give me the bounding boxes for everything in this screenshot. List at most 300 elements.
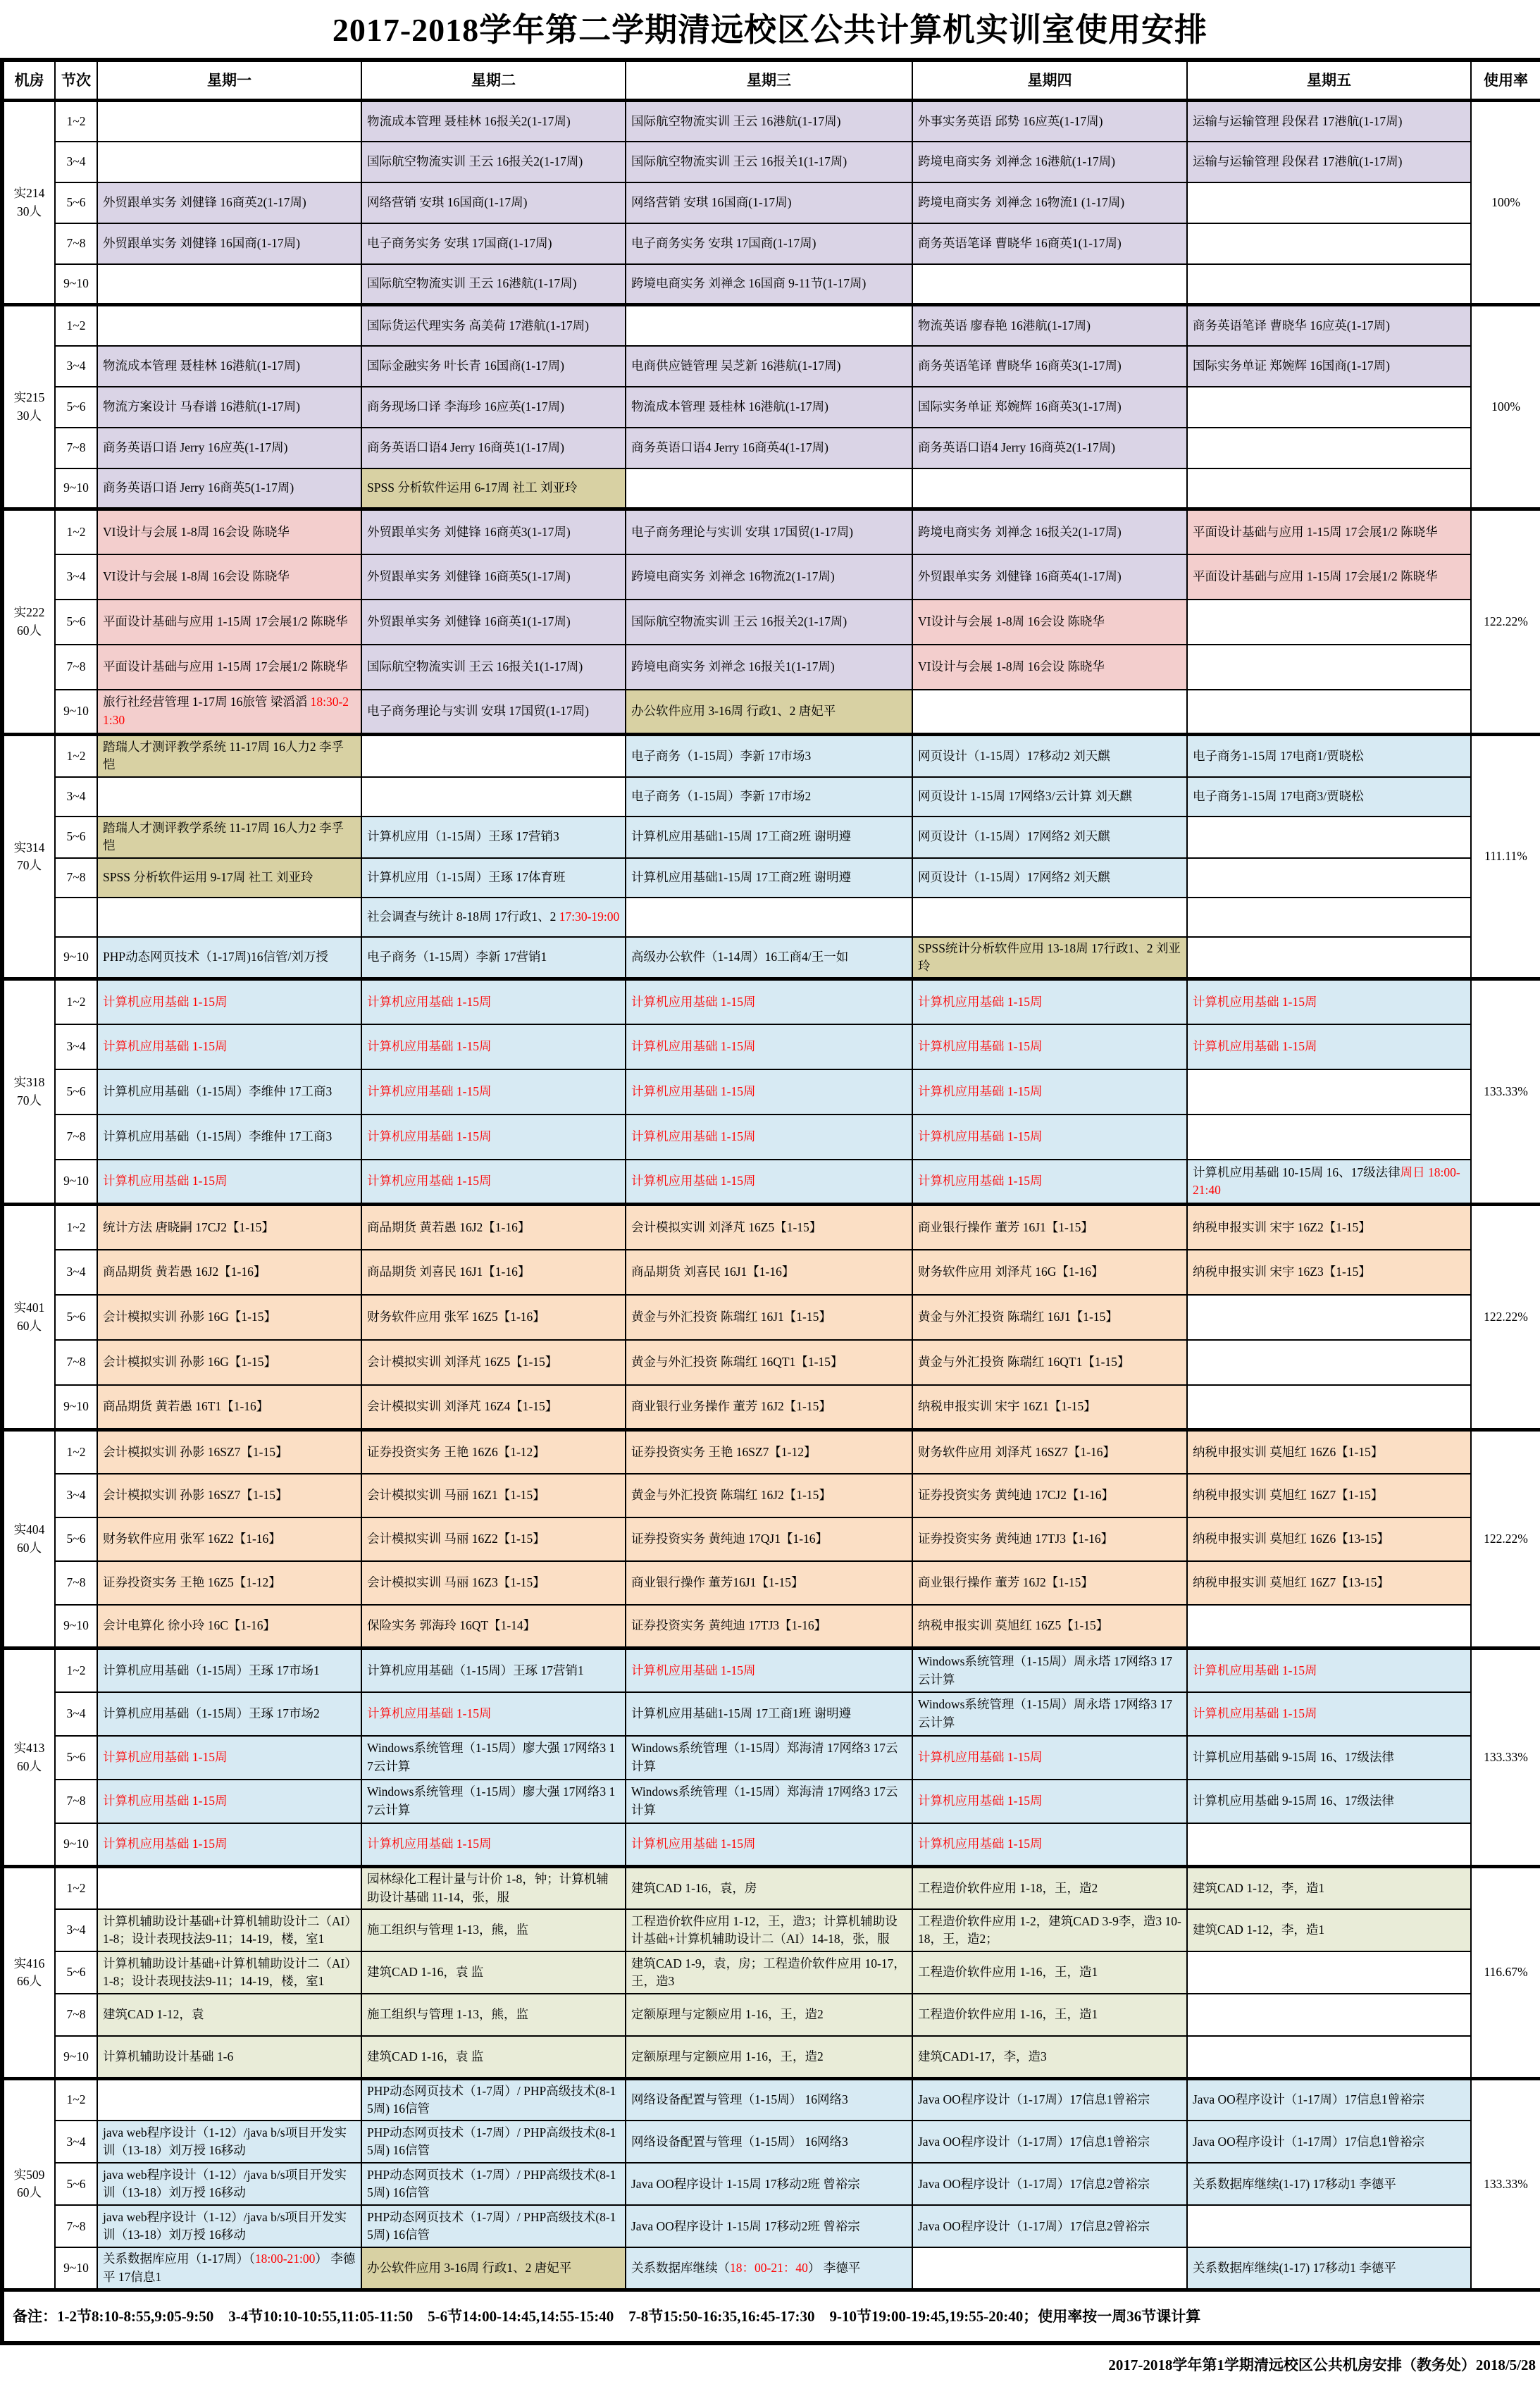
schedule-cell-实413-5~6-thu: 计算机应用基础 1-15周 [912,1736,1187,1780]
schedule-cell-实413-7~8-wed: Windows系统管理（1-15周）郑海清 17网络3 17云计算 [626,1780,912,1823]
usage-value: 111.11% [1471,735,1540,979]
period-label: 3~4 [55,1024,97,1069]
schedule-cell-实413-1~2-fri: 计算机应用基础 1-15周 [1187,1649,1471,1692]
usage-value: 116.67% [1471,1867,1540,2078]
schedule-cell-实215-5~6-mon: 物流方案设计 马春谱 16港航(1-17周) [97,387,361,428]
schedule-cell-实215-1~2-wed [626,305,912,346]
schedule-cell-实215-3~4-tue: 国际金融实务 叶长青 16国商(1-17周) [361,346,626,387]
schedule-cell-实318-9~10-tue: 计算机应用基础 1-15周 [361,1160,626,1205]
schedule-cell-实404-1~2-wed: 证券投资实务 王艳 16SZ7【1-12】 [626,1430,912,1474]
usage-value: 100% [1471,305,1540,509]
schedule-cell-实416-1~2-thu: 工程造价软件应用 1-18，王，造2 [912,1867,1187,1909]
schedule-row [2,858,1540,898]
period-label: 9~10 [55,1823,97,1867]
schedule-cell-实314-9~10-fri [1187,937,1471,979]
schedule-cell-实416-5~6-fri [1187,1951,1471,1994]
schedule-cell-实509-9~10-tue: 办公软件应用 3-16周 行政1、2 唐妃平 [361,2247,626,2290]
schedule-cell-实314-5~6-mon: 踏瑞人才测评教学系统 11-17周 16人力2 李孚恺 [97,817,361,858]
schedule-row [2,898,1540,937]
schedule-cell-实509-7~8-fri [1187,2205,1471,2247]
schedule-row [2,264,1540,305]
schedule-cell-实318-5~6-thu: 计算机应用基础 1-15周 [912,1069,1187,1115]
period-label: 1~2 [55,735,97,777]
schedule-cell-实314-7~8-tue: 计算机应用（1-15周）王琢 17体育班 [361,858,626,898]
period-label: 7~8 [55,1994,97,2036]
schedule-cell-实401-1~2-fri: 纳税申报实训 宋宇 16Z2【1-15】 [1187,1205,1471,1250]
schedule-row [2,690,1540,735]
note-row [2,2290,1540,2344]
room-label: 实413 60人 [2,1649,55,1867]
period-label: 3~4 [55,554,97,600]
schedule-cell-实401-7~8-fri [1187,1340,1471,1385]
schedule-row [2,223,1540,264]
schedule-row [2,1295,1540,1340]
period-label: 9~10 [55,468,97,509]
schedule-row [2,1250,1540,1295]
period-label: 1~2 [55,1430,97,1474]
schedule-cell-实314-1~2-tue [361,735,626,777]
schedule-cell-实413-9~10-wed: 计算机应用基础 1-15周 [626,1823,912,1867]
schedule-cell-实222-3~4-wed: 跨境电商实务 刘禅念 16物流2(1-17周) [626,554,912,600]
schedule-cell-实214-1~2-mon [97,101,361,142]
schedule-row [2,1340,1540,1385]
footer-date: 2017-2018学年第1学期清远校区公共机房安排（教务处）2018/5/28 [1108,2357,1536,2373]
period-label: 9~10 [55,264,97,305]
schedule-row [2,509,1540,554]
period-label: 3~4 [55,2121,97,2163]
schedule-cell-实214-5~6-tue: 网络营销 安琪 16国商(1-17周) [361,182,626,223]
schedule-row [2,1951,1540,1994]
schedule-cell-实314-5~6-wed: 计算机应用基础1-15周 17工商2班 谢明遵 [626,817,912,858]
schedule-cell-实215-3~4-mon: 物流成本管理 聂桂林 16港航(1-17周) [97,346,361,387]
schedule-cell-实222-9~10-mon: 旅行社经营管理 1-17周 16旅管 梁滔滔 18:30-21:30 [97,690,361,735]
schedule-row [2,979,1540,1024]
schedule-cell-实318-1~2-wed: 计算机应用基础 1-15周 [626,979,912,1024]
schedule-cell-实215-5~6-wed: 物流成本管理 聂桂林 16港航(1-17周) [626,387,912,428]
schedule-row [2,1867,1540,1909]
schedule-cell-实416-1~2-wed: 建筑CAD 1-16，袁，房 [626,1867,912,1909]
schedule-cell-实509-1~2-fri: Java OO程序设计（1-17周）17信息1曾裕宗 [1187,2078,1471,2121]
schedule-cell-实413-3~4-fri: 计算机应用基础 1-15周 [1187,1692,1471,1736]
schedule-cell-实404-3~4-fri: 纳税申报实训 莫旭红 16Z7【1-15】 [1187,1474,1471,1517]
column-header: 星期五 [1187,60,1471,101]
schedule-cell-实404-9~10-wed: 证券投资实务 黄纯迪 17TJ3【1-16】 [626,1605,912,1649]
period-label: 5~6 [55,182,97,223]
schedule-cell-实222-9~10-fri [1187,690,1471,735]
schedule-cell-实222-3~4-tue: 外贸跟单实务 刘健锋 16商英5(1-17周) [361,554,626,600]
schedule-cell-实215-9~10-tue: SPSS 分析软件运用 6-17周 社工 刘亚玲 [361,468,626,509]
schedule-cell-实318-1~2-mon: 计算机应用基础 1-15周 [97,979,361,1024]
schedule-cell-实413-3~4-tue: 计算机应用基础 1-15周 [361,1692,626,1736]
schedule-cell-实214-1~2-tue: 物流成本管理 聂桂林 16报关2(1-17周) [361,101,626,142]
schedule-row [2,1561,1540,1605]
schedule-row [2,2036,1540,2078]
schedule-cell-实509-7~8-wed: Java OO程序设计 1-15周 17移动2班 曾裕宗 [626,2205,912,2247]
schedule-cell-实413-9~10-tue: 计算机应用基础 1-15周 [361,1823,626,1867]
schedule-cell-实318-5~6-wed: 计算机应用基础 1-15周 [626,1069,912,1115]
schedule-cell-实314-5~6-fri [1187,817,1471,858]
schedule-cell-实215-7~8-mon: 商务英语口语 Jerry 16应英(1-17周) [97,428,361,468]
period-label: 3~4 [55,142,97,182]
schedule-cell-实416-3~4-mon: 计算机辅助设计基础+计算机辅助设计二（AI）1-8；设计表现技法9-11；14-19，楼，室1 [97,1909,361,1951]
period-label: 5~6 [55,1517,97,1561]
schedule-cell-实318-5~6-mon: 计算机应用基础（1-15周）李维仲 17工商3 [97,1069,361,1115]
schedule-cell-实416-9~10-thu: 建筑CAD1-17，李，造3 [912,2036,1187,2078]
schedule-row [2,1994,1540,2036]
period-label: 7~8 [55,2205,97,2247]
schedule-cell-实509-3~4-thu: Java OO程序设计（1-17周）17信息1曾裕宗 [912,2121,1187,2163]
schedule-cell-实214-7~8-mon: 外贸跟单实务 刘健锋 16国商(1-17周) [97,223,361,264]
period-label: 3~4 [55,777,97,817]
schedule-cell-实509-9~10-wed: 关系数据库继续（18：00-21：40） 李德平 [626,2247,912,2290]
schedule-cell-实509-5~6-tue: PHP动态网页技术（1-7周）/ PHP高级技术(8-15周) 16信管 [361,2163,626,2205]
schedule-row [2,346,1540,387]
room-label: 实314 70人 [2,735,55,979]
page-title: 2017-2018学年第二学期清远校区公共计算机实训室使用安排 [332,12,1208,48]
period-label: 1~2 [55,101,97,142]
schedule-cell-实314-1~2-thu: 网页设计（1-15周）17移动2 刘天麒 [912,735,1187,777]
schedule-cell-实215-7~8-tue: 商务英语口语4 Jerry 16商英1(1-17周) [361,428,626,468]
schedule-cell-实401-9~10-wed: 商业银行业务操作 董芳 16J2【1-15】 [626,1385,912,1430]
schedule-cell-实214-7~8-fri [1187,223,1471,264]
schedule-cell-实509-3~4-mon: java web程序设计（1-12）/java b/s项目开发实训（13-18）刘万授 16移动 [97,2121,361,2163]
schedule-cell-实314-3~4-wed: 电子商务（1-15周）李新 17市场2 [626,777,912,817]
schedule-cell-实413-5~6-fri: 计算机应用基础 9-15周 16、17级法律 [1187,1736,1471,1780]
schedule-cell-实215-9~10-fri [1187,468,1471,509]
schedule-cell-实214-5~6-mon: 外贸跟单实务 刘健锋 16商英2(1-17周) [97,182,361,223]
schedule-cell-实318-5~6-fri [1187,1069,1471,1115]
schedule-row [2,182,1540,223]
usage-value: 122.22% [1471,1430,1540,1649]
schedule-row [2,735,1540,777]
period-label: 7~8 [55,428,97,468]
period-label: 1~2 [55,509,97,554]
schedule-cell-实222-7~8-mon: 平面设计基础与应用 1-15周 17会展1/2 陈晓华 [97,645,361,690]
schedule-cell-实318-9~10-fri: 计算机应用基础 10-15周 16、17级法律周日 18:00-21:40 [1187,1160,1471,1205]
schedule-cell-实416-5~6-wed: 建筑CAD 1-9，袁，房；工程造价软件应用 10-17，王，造3 [626,1951,912,1994]
schedule-cell-实214-9~10-thu [912,264,1187,305]
schedule-row [2,142,1540,182]
period-label: 7~8 [55,645,97,690]
schedule-cell-实404-7~8-thu: 商业银行操作 董芳 16J2【1-15】 [912,1561,1187,1605]
schedule-cell-实222-9~10-wed: 办公软件应用 3-16周 行政1、2 唐妃平 [626,690,912,735]
schedule-cell-实401-5~6-thu: 黄金与外汇投资 陈瑞红 16J1【1-15】 [912,1295,1187,1340]
period-label: 1~2 [55,1867,97,1909]
schedule-cell-实404-3~4-thu: 证券投资实务 黄纯迪 17CJ2【1-16】 [912,1474,1187,1517]
schedule-cell-实318-3~4-mon: 计算机应用基础 1-15周 [97,1024,361,1069]
period-label: 3~4 [55,1474,97,1517]
period-label: 7~8 [55,858,97,898]
schedule-cell-实314-extra-mon [97,898,361,937]
schedule-cell-实314-7~8-fri [1187,858,1471,898]
period-label: 3~4 [55,1909,97,1951]
schedule-cell-实215-1~2-fri: 商务英语笔译 曹晓华 16应英(1-17周) [1187,305,1471,346]
schedule-cell-实404-9~10-thu: 纳税申报实训 莫旭红 16Z5【1-15】 [912,1605,1187,1649]
schedule-cell-实318-3~4-thu: 计算机应用基础 1-15周 [912,1024,1187,1069]
schedule-cell-实416-1~2-fri: 建筑CAD 1-12，李，造1 [1187,1867,1471,1909]
schedule-row [2,1780,1540,1823]
room-label: 实214 30人 [2,101,55,305]
schedule-cell-实318-5~6-tue: 计算机应用基础 1-15周 [361,1069,626,1115]
schedule-cell-实509-7~8-mon: java web程序设计（1-12）/java b/s项目开发实训（13-18）刘万授 16移动 [97,2205,361,2247]
schedule-cell-实413-1~2-thu: Windows系统管理（1-15周）周永塔 17网络3 17云计算 [912,1649,1187,1692]
schedule-cell-实413-7~8-thu: 计算机应用基础 1-15周 [912,1780,1187,1823]
schedule-cell-实509-3~4-fri: Java OO程序设计（1-17周）17信息1曾裕宗 [1187,2121,1471,2163]
period-label: 5~6 [55,1951,97,1994]
schedule-cell-实401-7~8-mon: 会计模拟实训 孙影 16G【1-15】 [97,1340,361,1385]
schedule-cell-实416-3~4-thu: 工程造价软件应用 1-2，建筑CAD 3-9李，造3 10-18，王，造2； [912,1909,1187,1951]
room-label: 实416 66人 [2,1867,55,2078]
period-label: 9~10 [55,690,97,735]
schedule-cell-实222-9~10-thu [912,690,1187,735]
schedule-cell-实404-5~6-thu: 证券投资实务 黄纯迪 17TJ3【1-16】 [912,1517,1187,1561]
schedule-cell-实416-7~8-tue: 施工组织与管理 1-13，熊，监 [361,1994,626,2036]
schedule-table [0,58,1540,2345]
schedule-cell-实222-1~2-thu: 跨境电商实务 刘禅念 16报关2(1-17周) [912,509,1187,554]
schedule-cell-实401-3~4-thu: 财务软件应用 刘泽芃 16G【1-16】 [912,1250,1187,1295]
schedule-row [2,468,1540,509]
room-label: 实509 60人 [2,2078,55,2290]
schedule-cell-实401-9~10-fri [1187,1385,1471,1430]
period-label: 9~10 [55,2247,97,2290]
schedule-cell-实404-7~8-wed: 商业银行操作 董芳16J1【1-15】 [626,1561,912,1605]
period-label: 5~6 [55,1295,97,1340]
usage-value: 122.22% [1471,1205,1540,1430]
schedule-cell-实416-3~4-wed: 工程造价软件应用 1-12，王，造3；计算机辅助设计基础+计算机辅助设计二（AI）14-18，张，服 [626,1909,912,1951]
schedule-cell-实404-1~2-tue: 证券投资实务 王艳 16Z6【1-12】 [361,1430,626,1474]
schedule-row [2,1823,1540,1867]
schedule-cell-实314-5~6-thu: 网页设计（1-15周）17网络2 刘天麒 [912,817,1187,858]
room-label: 实215 30人 [2,305,55,509]
schedule-cell-实318-9~10-thu: 计算机应用基础 1-15周 [912,1160,1187,1205]
schedule-body [2,101,1540,2290]
schedule-cell-实401-5~6-mon: 会计模拟实训 孙影 16G【1-15】 [97,1295,361,1340]
schedule-cell-实215-3~4-thu: 商务英语笔译 曹晓华 16商英3(1-17周) [912,346,1187,387]
schedule-cell-实318-9~10-wed: 计算机应用基础 1-15周 [626,1160,912,1205]
column-header: 节次 [55,60,97,101]
usage-value: 100% [1471,101,1540,305]
schedule-cell-实222-7~8-thu: VI设计与会展 1-8周 16会设 陈晓华 [912,645,1187,690]
schedule-cell-实314-3~4-mon [97,777,361,817]
schedule-cell-实214-3~4-thu: 跨境电商实务 刘禅念 16港航(1-17周) [912,142,1187,182]
period-label: 1~2 [55,979,97,1024]
schedule-cell-实222-5~6-fri [1187,600,1471,645]
schedule-cell-实509-5~6-mon: java web程序设计（1-12）/java b/s项目开发实训（13-18）刘万授 16移动 [97,2163,361,2205]
schedule-cell-实401-3~4-mon: 商品期货 黄若愚 16J2【1-16】 [97,1250,361,1295]
schedule-cell-实416-9~10-fri [1187,2036,1471,2078]
period-label: 5~6 [55,817,97,858]
schedule-cell-实314-9~10-thu: SPSS统计分析软件应用 13-18周 17行政1、2 刘亚玲 [912,937,1187,979]
schedule-row [2,1024,1540,1069]
period-label: 5~6 [55,1736,97,1780]
schedule-cell-实416-7~8-fri [1187,1994,1471,2036]
schedule-cell-实222-7~8-wed: 跨境电商实务 刘禅念 16报关1(1-17周) [626,645,912,690]
schedule-row [2,937,1540,979]
schedule-row [2,1474,1540,1517]
schedule-cell-实401-9~10-mon: 商品期货 黄若愚 16T1【1-16】 [97,1385,361,1430]
schedule-cell-实314-9~10-tue: 电子商务（1-15周）李新 17营销1 [361,937,626,979]
schedule-cell-实318-1~2-tue: 计算机应用基础 1-15周 [361,979,626,1024]
column-header: 星期三 [626,60,912,101]
schedule-cell-实509-9~10-mon: 关系数据库应用（1-17周）（18:00-21:00） 李德平 17信息1 [97,2247,361,2290]
schedule-row [2,2247,1540,2290]
schedule-row [2,600,1540,645]
schedule-cell-实222-5~6-tue: 外贸跟单实务 刘健锋 16商英1(1-17周) [361,600,626,645]
schedule-cell-实214-9~10-tue: 国际航空物流实训 王云 16港航(1-17周) [361,264,626,305]
schedule-cell-实413-5~6-tue: Windows系统管理（1-15周）廖大强 17网络3 17云计算 [361,1736,626,1780]
schedule-row [2,305,1540,346]
schedule-cell-实214-3~4-wed: 国际航空物流实训 王云 16报关1(1-17周) [626,142,912,182]
schedule-cell-实215-9~10-mon: 商务英语口语 Jerry 16商英5(1-17周) [97,468,361,509]
schedule-cell-实215-1~2-tue: 国际货运代理实务 高美荷 17港航(1-17周) [361,305,626,346]
schedule-cell-实215-5~6-thu: 国际实务单证 郑婉辉 16商英3(1-17周) [912,387,1187,428]
schedule-cell-实214-7~8-wed: 电子商务实务 安琪 17国商(1-17周) [626,223,912,264]
schedule-cell-实214-1~2-wed: 国际航空物流实训 王云 16港航(1-17周) [626,101,912,142]
schedule-cell-实314-1~2-mon: 踏瑞人才测评教学系统 11-17周 16人力2 李孚恺 [97,735,361,777]
period-label: 1~2 [55,1649,97,1692]
schedule-cell-实214-9~10-fri [1187,264,1471,305]
schedule-cell-实222-5~6-thu: VI设计与会展 1-8周 16会设 陈晓华 [912,600,1187,645]
schedule-cell-实222-3~4-mon: VI设计与会展 1-8周 16会设 陈晓华 [97,554,361,600]
schedule-cell-实416-3~4-fri: 建筑CAD 1-12，李，造1 [1187,1909,1471,1951]
schedule-cell-实222-1~2-mon: VI设计与会展 1-8周 16会设 陈晓华 [97,509,361,554]
schedule-cell-实404-3~4-wed: 黄金与外汇投资 陈瑞红 16J2【1-15】 [626,1474,912,1517]
period-label: 7~8 [55,1561,97,1605]
period-label: 5~6 [55,387,97,428]
schedule-cell-实314-7~8-mon: SPSS 分析软件运用 9-17周 社工 刘亚玲 [97,858,361,898]
schedule-cell-实214-1~2-thu: 外事实务英语 邱势 16应英(1-17周) [912,101,1187,142]
schedule-cell-实314-5~6-tue: 计算机应用（1-15周）王琢 17营销3 [361,817,626,858]
period-label: 7~8 [55,223,97,264]
schedule-row [2,101,1540,142]
schedule-cell-实401-1~2-tue: 商品期货 黄若愚 16J2【1-16】 [361,1205,626,1250]
schedule-cell-实416-9~10-mon: 计算机辅助设计基础 1-6 [97,2036,361,2078]
column-header: 使用率 [1471,60,1540,101]
schedule-cell-实222-7~8-fri [1187,645,1471,690]
usage-value: 133.33% [1471,1649,1540,1867]
schedule-cell-实416-5~6-mon: 计算机辅助设计基础+计算机辅助设计二（AI）1-8；设计表现技法9-11；14-19，楼，室1 [97,1951,361,1994]
schedule-cell-实318-9~10-mon: 计算机应用基础 1-15周 [97,1160,361,1205]
column-header: 星期二 [361,60,626,101]
schedule-cell-实215-9~10-wed [626,468,912,509]
schedule-cell-实214-7~8-thu: 商务英语笔译 曹晓华 16商英1(1-17周) [912,223,1187,264]
schedule-cell-实222-7~8-tue: 国际航空物流实训 王云 16报关1(1-17周) [361,645,626,690]
schedule-cell-实314-3~4-fri: 电子商务1-15周 17电商3/贾晓松 [1187,777,1471,817]
schedule-cell-实314-7~8-wed: 计算机应用基础1-15周 17工商2班 谢明遵 [626,858,912,898]
schedule-cell-实214-5~6-fri [1187,182,1471,223]
schedule-cell-实509-7~8-thu: Java OO程序设计（1-17周）17信息2曾裕宗 [912,2205,1187,2247]
schedule-cell-实318-7~8-tue: 计算机应用基础 1-15周 [361,1115,626,1160]
period-label: 7~8 [55,1780,97,1823]
period-label: 1~2 [55,2078,97,2121]
schedule-header [2,60,1540,101]
schedule-cell-实509-1~2-tue: PHP动态网页技术（1-7周）/ PHP高级技术(8-15周) 16信管 [361,2078,626,2121]
schedule-cell-实404-9~10-tue: 保险实务 郭海玲 16QT【1-14】 [361,1605,626,1649]
schedule-cell-实314-1~2-wed: 电子商务（1-15周）李新 17市场3 [626,735,912,777]
schedule-cell-实509-1~2-wed: 网络设备配置与管理（1-15周） 16网络3 [626,2078,912,2121]
schedule-cell-实214-9~10-wed: 跨境电商实务 刘禅念 16国商 9-11节(1-17周) [626,264,912,305]
schedule-cell-实214-7~8-tue: 电子商务实务 安琪 17国商(1-17周) [361,223,626,264]
schedule-cell-实215-1~2-mon [97,305,361,346]
schedule-cell-实401-1~2-thu: 商业银行操作 董芳 16J1【1-15】 [912,1205,1187,1250]
period-label: 1~2 [55,1205,97,1250]
schedule-cell-实314-7~8-thu: 网页设计（1-15周）17网络2 刘天麒 [912,858,1187,898]
column-header: 星期一 [97,60,361,101]
schedule-cell-实318-1~2-thu: 计算机应用基础 1-15周 [912,979,1187,1024]
schedule-cell-实215-1~2-thu: 物流英语 廖春艳 16港航(1-17周) [912,305,1187,346]
schedule-cell-实416-7~8-wed: 定额原理与定额应用 1-16，王，造2 [626,1994,912,2036]
schedule-cell-实215-7~8-wed: 商务英语口语4 Jerry 16商英4(1-17周) [626,428,912,468]
schedule-cell-实314-extra-tue: 社会调查与统计 8-18周 17行政1、2 17:30-19:00 [361,898,626,937]
schedule-cell-实222-3~4-thu: 外贸跟单实务 刘健锋 16商英4(1-17周) [912,554,1187,600]
schedule-cell-实509-1~2-thu: Java OO程序设计（1-17周）17信息1曾裕宗 [912,2078,1187,2121]
schedule-cell-实413-9~10-mon: 计算机应用基础 1-15周 [97,1823,361,1867]
room-label: 实318 70人 [2,979,55,1205]
schedule-row [2,2205,1540,2247]
schedule-row [2,1115,1540,1160]
schedule-cell-实413-5~6-mon: 计算机应用基础 1-15周 [97,1736,361,1780]
period-label: 5~6 [55,1069,97,1115]
schedule-cell-实416-1~2-mon [97,1867,361,1909]
schedule-cell-实222-5~6-mon: 平面设计基础与应用 1-15周 17会展1/2 陈晓华 [97,600,361,645]
schedule-cell-实215-5~6-tue: 商务现场口译 李海珍 16应英(1-17周) [361,387,626,428]
schedule-row [2,1649,1540,1692]
schedule-cell-实401-7~8-tue: 会计模拟实训 刘泽芃 16Z5【1-15】 [361,1340,626,1385]
schedule-cell-实314-1~2-fri: 电子商务1-15周 17电商1/贾晓松 [1187,735,1471,777]
schedule-cell-实401-3~4-tue: 商品期货 刘喜民 16J1【1-16】 [361,1250,626,1295]
schedule-cell-实404-1~2-fri: 纳税申报实训 莫旭红 16Z6【1-15】 [1187,1430,1471,1474]
period-label: 9~10 [55,1605,97,1649]
schedule-cell-实215-3~4-fri: 国际实务单证 郑婉辉 16国商(1-17周) [1187,346,1471,387]
schedule-cell-实509-5~6-wed: Java OO程序设计 1-15周 17移动2班 曾裕宗 [626,2163,912,2205]
room-label: 实222 60人 [2,509,55,735]
schedule-cell-实401-7~8-wed: 黄金与外汇投资 陈瑞红 16QT1【1-15】 [626,1340,912,1385]
usage-value: 133.33% [1471,2078,1540,2290]
schedule-cell-实416-7~8-mon: 建筑CAD 1-12，袁 [97,1994,361,2036]
schedule-cell-实413-7~8-tue: Windows系统管理（1-15周）廖大强 17网络3 17云计算 [361,1780,626,1823]
schedule-cell-实404-1~2-mon: 会计模拟实训 孙影 16SZ7【1-15】 [97,1430,361,1474]
schedule-row [2,1205,1540,1250]
schedule-row [2,1909,1540,1951]
schedule-cell-实214-1~2-fri: 运输与运输管理 段保君 17港航(1-17周) [1187,101,1471,142]
schedule-cell-实404-1~2-thu: 财务软件应用 刘泽芃 16SZ7【1-16】 [912,1430,1187,1474]
schedule-row [2,1069,1540,1115]
schedule-row [2,1692,1540,1736]
period-label: 5~6 [55,600,97,645]
schedule-cell-实404-5~6-fri: 纳税申报实训 莫旭红 16Z6【13-15】 [1187,1517,1471,1561]
usage-value: 122.22% [1471,509,1540,735]
schedule-cell-实318-7~8-thu: 计算机应用基础 1-15周 [912,1115,1187,1160]
schedule-cell-实404-9~10-fri [1187,1605,1471,1649]
column-header: 机房 [2,60,55,101]
schedule-cell-实416-5~6-tue: 建筑CAD 1-16，袁 监 [361,1951,626,1994]
schedule-cell-实401-9~10-thu: 纳税申报实训 宋宇 16Z1【1-15】 [912,1385,1187,1430]
schedule-cell-实509-9~10-thu [912,2247,1187,2290]
schedule-row [2,1160,1540,1205]
period-label: 7~8 [55,1115,97,1160]
schedule-cell-实215-5~6-fri [1187,387,1471,428]
schedule-cell-实318-3~4-fri: 计算机应用基础 1-15周 [1187,1024,1471,1069]
period-label: 3~4 [55,346,97,387]
schedule-cell-实314-extra-thu [912,898,1187,937]
schedule-cell-实416-3~4-tue: 施工组织与管理 1-13，熊，监 [361,1909,626,1951]
column-header: 星期四 [912,60,1187,101]
schedule-cell-实222-1~2-fri: 平面设计基础与应用 1-15周 17会展1/2 陈晓华 [1187,509,1471,554]
schedule-cell-实318-3~4-tue: 计算机应用基础 1-15周 [361,1024,626,1069]
schedule-cell-实401-3~4-wed: 商品期货 刘喜民 16J1【1-16】 [626,1250,912,1295]
schedule-cell-实413-7~8-mon: 计算机应用基础 1-15周 [97,1780,361,1823]
schedule-cell-实416-9~10-wed: 定额原理与定额应用 1-16，王，造2 [626,2036,912,2078]
